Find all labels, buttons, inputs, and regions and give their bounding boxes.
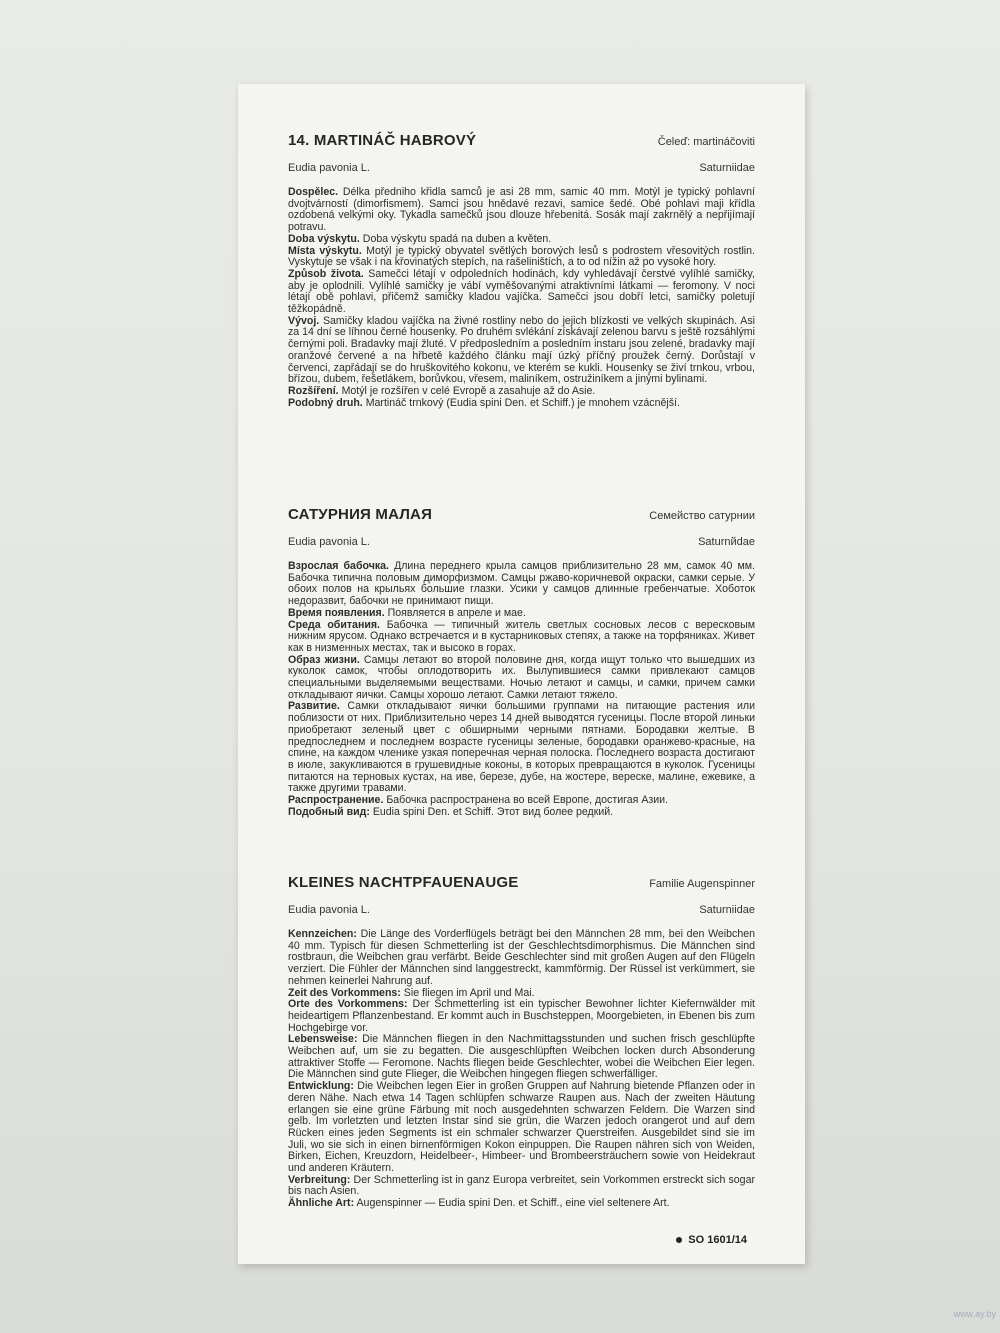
family-latin: Saturniidae	[699, 904, 755, 916]
paragraph-text: Самцы летают во второй половине дня, когда ищут только что вышедших из куколок самок, чтобы оплодотворить их. Вылупившиеся самки привлекают самцов специальными выделяемыми веществами. Ночью летают и самцы, и самки, причем самки откладывают яички. Самцы хорошо летают. Самки летают тяжело.	[288, 653, 755, 701]
paragraph	[288, 655, 755, 702]
latin-name: Eudia pavonia L.	[288, 536, 370, 548]
family-latin: Saturniidae	[699, 162, 755, 174]
paragraph	[288, 561, 755, 608]
paragraph-text: Samičky kladou vajíčka na živné rostliny nebo do jejich blízkosti ve velkých skupinách. Asi za 14 dní se líhnou černé housenky. Po druhém svlékání získávají zelenou barvu s ještě rozsáhlými černými poli. Bradavky mají žluté. V předposledním a posledním instaru jsou zelené, bradavky mají oranžové červené a na hřbetě každého článku mají úzký příčný proužek černý. Dorůstají v červenci, zapřádají se do hruškovitého kokonu, ve kterém se kukli. Housenky se živí trnkou, vrbou, břízou, dubem, řešetlákem, borůvkou, vřesem, maliníkem, ostružiníkem a jinými bylinami.	[288, 314, 755, 386]
paragraph	[288, 269, 755, 316]
paragraph-label: Vývoj.	[288, 314, 320, 327]
paragraph-text: Die Länge des Vorderflügels beträgt bei den Männchen 28 mm, bei den Weibchen 40 mm. Typisch für diesen Schmetterling ist der Geschlechtsdimorphismus. Die Männchen sind rostbraun, die Weibchen grau verfärbt. Beide Geschlechter sind mit großen Augen auf den Flügeln verziert. Die Fühler der Männchen sind langgestreckt, kammförmig. Der Rüssel ist verkümmert, sie nehmen keinerlei Nahrung auf.	[288, 928, 755, 987]
paragraph-label: Образ жизни.	[288, 653, 360, 666]
paragraph-label: Lebensweise:	[288, 1033, 358, 1046]
paragraph-label: Verbreitung:	[288, 1173, 351, 1186]
paragraph-text: Augenspinner — Eudia spini Den. et Schiff., eine viel seltenere Art.	[354, 1197, 670, 1210]
bullet-icon	[676, 1237, 682, 1243]
paragraph-label: Dospělec.	[288, 186, 339, 198]
paragraph-label: Взрослая бабочка.	[288, 560, 389, 572]
paragraph-label: Подобный вид:	[288, 805, 370, 818]
paragraph	[288, 398, 755, 410]
paragraph-text: Самки откладывают яички большими группами на питающие растения или поблизости от них. Приблизительно через 14 дней выводятся гусеницы. После второй линьки приобретают зеленый цвет с обширными черными пятнами. Бородавки желтые. В предпоследнем и последнем возрасте гусеницы зеленые, бородавки оранжево-красные, на спине, на каждом членике узкая поперечная черная полоска. Последнего возраста достигают в июле, закукливаются в грушевидные коконы, в которых превращаются в куколок. Гусеницы питаются на терновых кустах, на иве, березе, дубе, на жостере, вереске, малине, ежевике, а также другими травами.	[288, 700, 755, 795]
section-czech	[288, 132, 755, 409]
paragraph-text: Der Schmetterling ist ein typischer Bewohner lichter Kiefernwälder mit heideartigem Pflanzenbestand. Er kommt auch in Buschsteppen, Moorgebieten, in Ebenen bis zum Hochgebirge vor.	[288, 998, 756, 1034]
paragraph-text: Samečci létají v odpoledních hodinách, kdy vyhledávají čerstvé vylíhlé samičky, aby je oplodnili. Vylíhlé samičky je vábí vyměšovanými atraktivními látkami — feromony. V noci létají obě pohlavi, přičemž samičky kladou vajíčka. Samečci jsou dobří letci, samičky poletují těžkopádně.	[288, 267, 755, 316]
paragraph-text: Бабочка — типичный житель светлых сосновых лесов с вересковым нижним ярусом. Однако встречается и в кустарниковых степях, а также на торфяниках. Живет как в низменных местах, так и высоко в горах.	[288, 618, 755, 654]
section-russian	[288, 506, 755, 818]
paragraph-label: Среда обитания.	[288, 618, 380, 631]
paragraph-label: Kennzeichen:	[288, 928, 357, 940]
section-title: САТУРНИЯ МАЛАЯ	[288, 506, 433, 523]
section-header	[288, 506, 755, 523]
paragraph-label: Způsob života.	[288, 267, 364, 280]
paragraph	[288, 1175, 755, 1198]
card-code	[676, 1234, 747, 1246]
paragraph	[288, 999, 755, 1034]
family-latin: Saturnйdae	[698, 536, 755, 548]
paragraph-label: Время появления.	[288, 606, 385, 619]
family-label: Čeleď: martináčoviti	[657, 136, 755, 148]
section-title: 14. MARTINÁČ HABROVÝ	[288, 132, 477, 149]
family-label: Семейство сатурнии	[649, 510, 755, 522]
paragraph	[288, 1034, 755, 1081]
paragraph	[288, 187, 755, 234]
paragraph	[288, 246, 755, 269]
paragraph-text: Die Weibchen legen Eier in großen Gruppen auf Nahrung bietende Pflanzen oder in deren Nähe. Nach etwa 14 Tagen schlüpfen schwarze Raupen aus. Nach der zweiten Häutung erlangen sie eine grüne Färbung mit noch ausgedehnten schwarzen Feldern. Die Warzen sind gelb. Im vorletzten und letzten Instar sind sie grün, die Warzen jedoch orangerot und auf dem Rücken eines jeden Segments ist ein schmaler schwarzer Querstreifen. Ausgebildet sind sie im Juli, wo sie sich in einen birnenförmigen Kokon einpuppen. Die Raupen nähren sich von Weiden, Birken, Eichen, Kreuzdorn, Heidelbeer-, Himbeer- und Brombeersträuchern sowie von Heidekraut und anderen Kräutern.	[288, 1080, 755, 1175]
paragraph-text: Motýl je rozšířen v celé Evropě a zasahuje až do Asie.	[338, 384, 596, 397]
latin-row	[288, 904, 755, 916]
paragraph-text: Délka předniho křidla samců je asi 28 mm, samic 40 mm. Motýl je typický pohlavní dvojtvárností (dimorfismem). Samci jsou hnědavé rezavi, samice šedé. Obé pohlavi maji křídla ozdobená velkými oky. Tykadla samečků jsou dlouze hřebenitá. Sosák mají zakrnělý a nepřijímají potravu.	[288, 186, 755, 234]
section-body	[288, 561, 755, 818]
latin-row	[288, 162, 755, 174]
paragraph-label: Podobný druh.	[288, 396, 363, 409]
paragraph	[288, 807, 755, 819]
latin-row	[288, 536, 755, 548]
family-label: Familie Augenspinner	[649, 878, 755, 890]
paragraph-text: Motýl je typický obyvatel světlých borových lesů s podrostem vřesovitých rostlin. Vyskytuje se však i na křovinatých stepích, na rašeliništích, a to od nížin až po vysoké hory.	[288, 244, 755, 269]
card-code-text: SO 1601/14	[688, 1234, 747, 1246]
paragraph-text: Eudia spini Den. et Schiff. Этот вид более редкий.	[369, 805, 614, 818]
section-header	[288, 132, 755, 149]
section-body	[288, 929, 755, 1210]
paragraph-label: Rozšíření.	[288, 384, 339, 397]
info-card	[238, 84, 805, 1264]
paragraph-text: Die Männchen fliegen in den Nachmittagsstunden und suchen frisch geschlüpfte Weibchen auf, um sie zu begatten. Die ausgeschlüpften Weibchen locken durch Absonderung attraktiver Stoffe — Feromone. Nachts fliegen beide Geschlechter, wobei die Weibchen Eier legen. Die Männchen sind gute Flieger, die Weibchen hingegen fliegen schwerfälliger.	[288, 1033, 755, 1081]
paragraph-text: Der Schmetterling ist in ganz Europa verbreitet, sein Vorkommen erstreckt sich sogar bis nach Asien.	[288, 1173, 755, 1198]
paragraph-text: Бабочка распространена во всей Европе, достигая Азии.	[383, 794, 669, 807]
paragraph-text: Martináč trnkový (Eudia spini Den. et Schiff.) je mnohem vzácnější.	[362, 396, 680, 409]
paragraph-label: Doba výskytu.	[288, 232, 360, 245]
paragraph-text: Появляется в апреле и мае.	[384, 606, 526, 619]
latin-name: Eudia pavonia L.	[288, 904, 370, 916]
paragraph	[288, 929, 755, 988]
paragraph-label: Развитие.	[288, 700, 340, 713]
watermark: www.ay.by	[953, 1309, 996, 1319]
paragraph-label: Entwicklung:	[288, 1080, 354, 1093]
paragraph-text: Длина переднего крыла самцов приблизительно 28 мм, самок 40 мм. Бабочка типична половым диморфизмом. Самцы ржаво-коричневой окраски, самки серые. У обоих полов на крыльях большие глазки. Усики у самцов длинные гребенчатые. Хоботок недоразвит, бабочки не принимают пищи.	[288, 560, 755, 608]
paragraph-text: Sie fliegen im April und Mai.	[400, 986, 535, 999]
section-title: KLEINES NACHTPFAUENAUGE	[288, 874, 519, 891]
paragraph-label: Zeit des Vorkommens:	[288, 986, 401, 999]
latin-name: Eudia pavonia L.	[288, 162, 370, 174]
section-german	[288, 874, 755, 1210]
paragraph	[288, 316, 755, 386]
paragraph-text: Doba výskytu spadá na duben a květen.	[359, 232, 552, 245]
paragraph	[288, 1198, 755, 1210]
paragraph-label: Orte des Vorkommens:	[288, 998, 408, 1011]
paragraph-label: Místa výskytu.	[288, 244, 362, 257]
section-header	[288, 874, 755, 891]
paragraph-label: Распространение.	[288, 794, 384, 807]
paragraph-label: Ähnliche Art:	[288, 1197, 355, 1210]
section-body	[288, 187, 755, 409]
paragraph	[288, 1081, 755, 1175]
paragraph	[288, 620, 755, 655]
paragraph	[288, 701, 755, 795]
